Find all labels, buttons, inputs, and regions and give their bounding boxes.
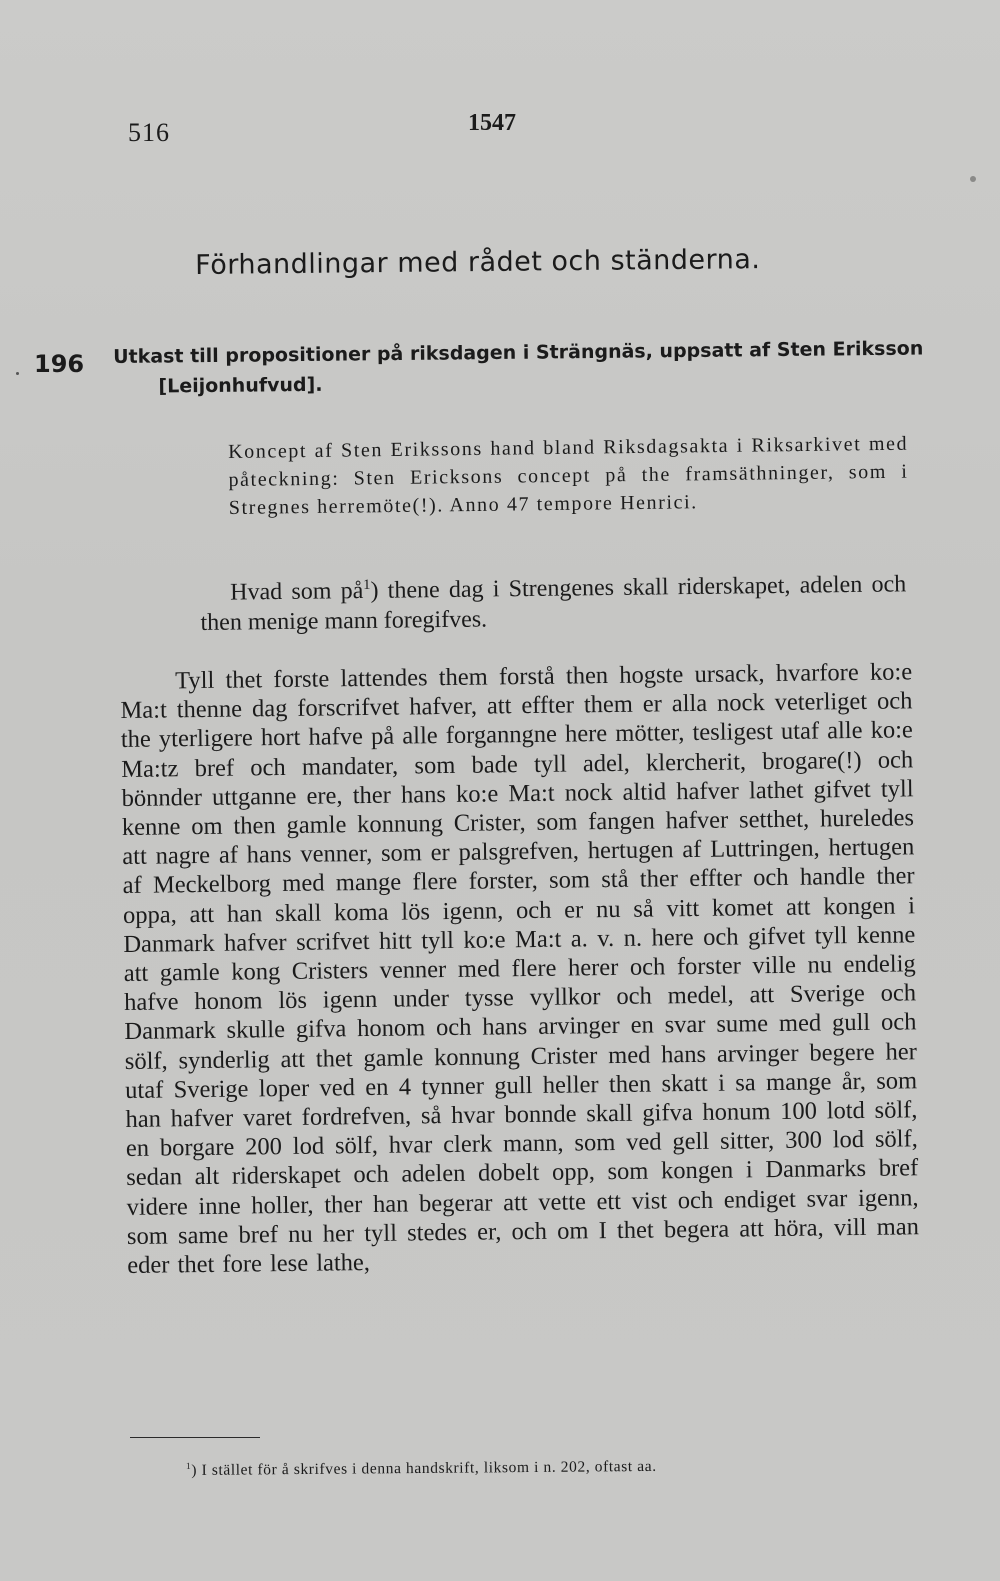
document-number: 196 [34,350,85,378]
footnote-marker: 1 [185,1461,192,1472]
intro-paragraph [200,569,907,638]
page-number: 516 [128,118,170,147]
footnote-text: ) I stället för å skrifves i denna handskrift, liksom i n. 202, oftast aa. [191,1457,657,1479]
page-year: 1547 [468,110,516,136]
body-paragraph: Tyll thet forste lattendes them forstå then hogste ursack, hvarfore ko:e Ma:t thenne dag forscrifvet hafver, att effter them er alla nock veterliget och the yterligere hort hafve på alle forganngne here mötter, tesligest utaf alle ko:e Ma:tz bref och mandater, som bade tyll adel, klercherit, brogare(!) och bönnder uttganne ere, ther hans ko:e Ma:t nock altid hafver lathet gifvet tyll kenne om then gamle konnung Crister, som fangen hafver setthet, hureledes att nagre af hans venner, som er palsgrefven, hertugen af Luttringen, hertugen af Meckelborg med mange flere forster, som stå ther effter och handle ther oppa, att han skall koma lös igenn, och er nu så vitt komet att kongen i Danmark hafver scrifvet hitt tyll ko:e Ma:t a. v. n. here och gifvet tyll kenne att gamle kong Cristers venner med flere herer och forster ville nu endelig hafve honom lös igenn under tysse vyllkor och medel, att Sverige och Danmark skulle gifva honom och hans arvinger en svar sume med gull och sölf, synderlig att thet gamle konnung Crister med hans arvinger begere her utaf Sverige loper ved en 4 tynner gull heller then skatt i sa mange år, som han hafver varet fordrefven, så hvar bonnde skall gifva honum 100 lotd sölf, en borgare 200 lod sölf, hvar clerk mann, som ved gell sitter, 300 lod sölf, sedan alt riderskapet och adelen dobelt opp, som kongen i Danmarks bref videre inne holler, ther han begerar att vette ett vist och endiget svar igenn, som same bref nu her tyll stedes er, och om I thet begera att höra, vill man eder thet fore lese lathe, [120,658,920,1280]
source-note: Koncept af Sten Erikssons hand bland Riksdagsakta i Riksarkivet med påteckning: Sten Ericksons concept på the framsäthninger, som i Stregnes herremöte(!). Anno 47 tempore Henrici. [228,432,909,519]
section-heading: Förhandlingar med rådet och ständerna. [195,244,761,281]
paper-speck [16,372,19,375]
paper-speck [970,176,976,182]
footnote [186,1456,886,1480]
footnote-reference: 1 [363,576,371,594]
document-title: Utkast till propositioner på riksdagen i Strängnäs, uppsatt af Sten Eriksson [Leijonhufvud]. [113,337,924,398]
intro-text-before: Hvad som på [230,578,364,606]
footnote-divider [130,1437,260,1438]
intro-text-after: ) thene dag i Strengenes skall riderskapet, adelen och then menige mann foregifves. [200,571,907,636]
